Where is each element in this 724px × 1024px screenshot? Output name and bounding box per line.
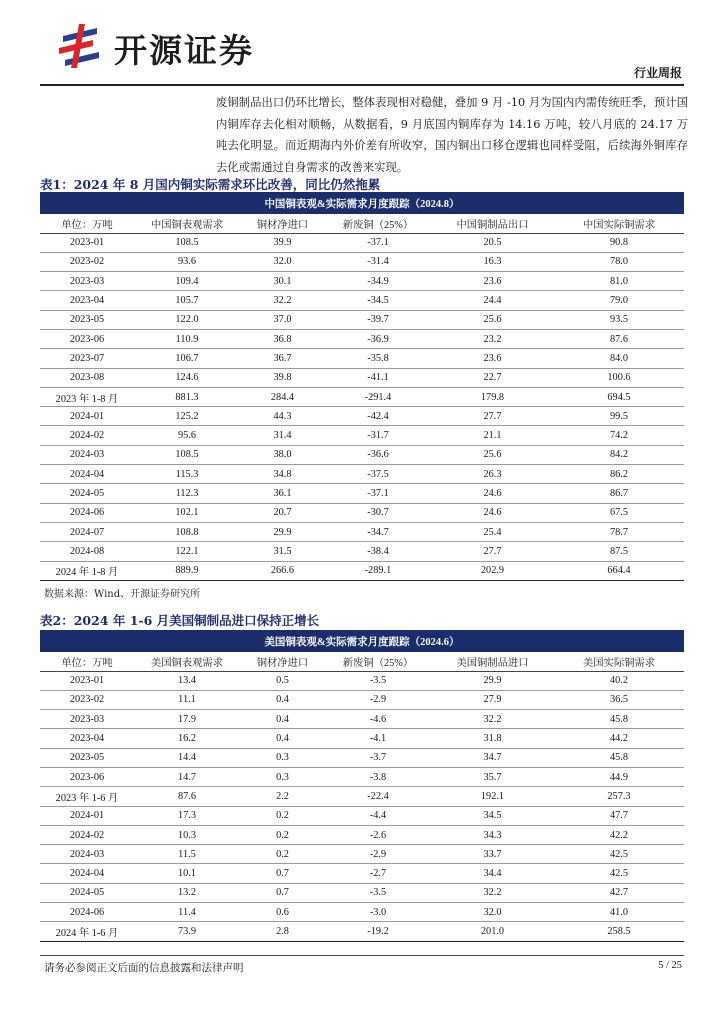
column-header: 单位：万吨 xyxy=(40,652,134,671)
table-row xyxy=(40,291,684,310)
table-cell: 2024-05 xyxy=(40,883,134,902)
table-cell: 2023-03 xyxy=(40,272,134,291)
table-cell: 0.2 xyxy=(240,845,325,864)
column-header: 铜材净进口 xyxy=(240,652,325,671)
table-cell: 0.2 xyxy=(240,806,325,825)
table-cell: 2.8 xyxy=(240,922,325,941)
table-cell: 31.8 xyxy=(431,729,554,748)
table-cell: 2024-02 xyxy=(40,825,134,844)
table-cell: 664.4 xyxy=(554,561,684,580)
table-cell: -39.7 xyxy=(325,310,431,329)
table-row xyxy=(40,445,684,464)
table-row xyxy=(40,465,684,484)
table-cell: 257.3 xyxy=(554,787,684,806)
column-header: 美国铜表观需求 xyxy=(134,652,240,671)
table-cell: 86.2 xyxy=(554,465,684,484)
table-row xyxy=(40,329,684,348)
table-row xyxy=(40,690,684,709)
table-cell: 42.7 xyxy=(554,883,684,902)
table-cell: 34.4 xyxy=(431,864,554,883)
table-cell: -3.0 xyxy=(325,903,431,922)
table-cell: 13.2 xyxy=(134,883,240,902)
table-cell: 32.0 xyxy=(240,252,325,271)
table-cell: -36.6 xyxy=(325,445,431,464)
table-cell: 35.7 xyxy=(431,767,554,786)
kaiyuan-logo-icon xyxy=(57,22,109,70)
table-cell: 39.8 xyxy=(240,368,325,387)
table-row xyxy=(40,542,684,561)
table-cell: 84.2 xyxy=(554,445,684,464)
table-cell: 29.9 xyxy=(240,522,325,541)
table-cell: -2.9 xyxy=(325,690,431,709)
table-cell: -2.7 xyxy=(325,864,431,883)
table-cell: 42.5 xyxy=(554,864,684,883)
table-cell: 14.4 xyxy=(134,748,240,767)
table-cell: 24.6 xyxy=(431,484,554,503)
table-cell: 2023 年 1-8 月 xyxy=(40,387,134,406)
table-cell: 2023-08 xyxy=(40,368,134,387)
table-row xyxy=(40,426,684,445)
table-cell: 0.7 xyxy=(240,883,325,902)
table-cell: -291.4 xyxy=(325,387,431,406)
table-cell: 14.7 xyxy=(134,767,240,786)
table-cell: 45.8 xyxy=(554,710,684,729)
table-cell: 2.2 xyxy=(240,787,325,806)
data-source-note: 数据来源：Wind、开源证券研究所 xyxy=(44,589,201,600)
table-cell: -31.4 xyxy=(325,252,431,271)
table-cell: 0.3 xyxy=(240,767,325,786)
table-cell: 93.5 xyxy=(554,310,684,329)
table-cell: -3.5 xyxy=(325,883,431,902)
table-cell: 87.5 xyxy=(554,542,684,561)
table1-column-headers xyxy=(40,214,684,233)
table-row xyxy=(40,710,684,729)
table-cell: 108.8 xyxy=(134,522,240,541)
table-cell: 106.7 xyxy=(134,349,240,368)
table-cell: 2023-04 xyxy=(40,291,134,310)
table-cell: 2023-02 xyxy=(40,252,134,271)
column-header: 中国实际铜需求 xyxy=(554,214,684,233)
table-cell: -36.9 xyxy=(325,329,431,348)
table-cell: 2023-01 xyxy=(40,671,134,690)
table-cell: 86.7 xyxy=(554,484,684,503)
table-cell: 258.5 xyxy=(554,922,684,941)
table1-title: 表1：2024 年 8 月国内铜实际需求环比改善，同比仍然拖累 xyxy=(40,177,381,192)
brand-name: 开源证券 xyxy=(114,31,254,70)
table-cell: 108.5 xyxy=(134,233,240,252)
table-cell: 87.6 xyxy=(554,329,684,348)
table-cell: 100.6 xyxy=(554,368,684,387)
table-row xyxy=(40,825,684,844)
table-cell: 122.1 xyxy=(134,542,240,561)
table-cell: -30.7 xyxy=(325,503,431,522)
table-cell: 36.8 xyxy=(240,329,325,348)
table-cell: 0.4 xyxy=(240,710,325,729)
table-cell: 95.6 xyxy=(134,426,240,445)
table-cell: 44.3 xyxy=(240,407,325,426)
column-header: 中国铜制品出口 xyxy=(431,214,554,233)
table-cell: 2023-07 xyxy=(40,349,134,368)
table-cell: 16.2 xyxy=(134,729,240,748)
column-header: 单位：万吨 xyxy=(40,214,134,233)
table-row xyxy=(40,864,684,883)
table-cell: -3.7 xyxy=(325,748,431,767)
table-cell: 79.0 xyxy=(554,291,684,310)
page-number: 5 / 25 xyxy=(658,960,682,971)
table-cell: 2024-03 xyxy=(40,445,134,464)
intro-paragraph: 废铜制品出口仍环比增长，整体表现相对稳健，叠加 9 月 -10 月为国内内需传统旺季，预计国内铜库存去化相对顺畅，从数据看，9 月底国内铜库存为 14.16 万吨，较八月底的 24.17 万吨去化明显。而近期海内外价差有所收窄，国内铜出口移仓逻辑也同样受阻，后续海外铜库存去化或需通过自身需求的改善来实现。 xyxy=(216,96,688,174)
table-cell: 31.5 xyxy=(240,542,325,561)
table-cell: 24.6 xyxy=(431,503,554,522)
table-cell: 2024-01 xyxy=(40,806,134,825)
footer-divider xyxy=(40,955,684,956)
table-cell: 27.7 xyxy=(431,407,554,426)
column-header: 新废铜（25%） xyxy=(325,214,431,233)
table-cell: 2024-03 xyxy=(40,845,134,864)
table-row xyxy=(40,310,684,329)
table2-band-header: 美国铜表观&实际需求月度跟踪（2024.6） xyxy=(40,630,684,652)
table-cell: 110.9 xyxy=(134,329,240,348)
table-cell: 2024-08 xyxy=(40,542,134,561)
table-cell: 47.7 xyxy=(554,806,684,825)
table-cell: 27.7 xyxy=(431,542,554,561)
table-cell: -37.5 xyxy=(325,465,431,484)
table-cell: 32.2 xyxy=(431,883,554,902)
table-cell: -38.4 xyxy=(325,542,431,561)
table-cell: 41.0 xyxy=(554,903,684,922)
table-row xyxy=(40,845,684,864)
table-cell: 87.6 xyxy=(134,787,240,806)
table-cell: 2024-01 xyxy=(40,407,134,426)
table-cell: 29.9 xyxy=(431,671,554,690)
table-cell: 23.6 xyxy=(431,272,554,291)
table-cell: 10.1 xyxy=(134,864,240,883)
table-cell: 20.5 xyxy=(431,233,554,252)
table-cell: 36.5 xyxy=(554,690,684,709)
table-cell: 2024-07 xyxy=(40,522,134,541)
table-cell: 122.0 xyxy=(134,310,240,329)
table-cell: 31.4 xyxy=(240,426,325,445)
column-header: 中国铜表观需求 xyxy=(134,214,240,233)
table-cell: 0.7 xyxy=(240,864,325,883)
table-cell: 125.2 xyxy=(134,407,240,426)
table-cell: 2023-05 xyxy=(40,310,134,329)
table-cell: 90.8 xyxy=(554,233,684,252)
table-row xyxy=(40,883,684,902)
table-cell: 26.3 xyxy=(431,465,554,484)
column-header: 美国铜制品进口 xyxy=(431,652,554,671)
table-cell: 20.7 xyxy=(240,503,325,522)
table-cell: 0.4 xyxy=(240,690,325,709)
table-cell: 112.3 xyxy=(134,484,240,503)
table-cell: 44.9 xyxy=(554,767,684,786)
us-copper-demand-table xyxy=(40,630,684,942)
table-cell: 2023-05 xyxy=(40,748,134,767)
table-cell: 44.2 xyxy=(554,729,684,748)
table-cell: -34.7 xyxy=(325,522,431,541)
table-cell: -4.4 xyxy=(325,806,431,825)
table-cell: 17.9 xyxy=(134,710,240,729)
table-cell: 34.8 xyxy=(240,465,325,484)
table-cell: 124.6 xyxy=(134,368,240,387)
table-cell: 74.2 xyxy=(554,426,684,445)
table-cell: 81.0 xyxy=(554,272,684,291)
table-cell: 27.9 xyxy=(431,690,554,709)
table-cell: 93.6 xyxy=(134,252,240,271)
table-cell: -41.1 xyxy=(325,368,431,387)
table-cell: -34.9 xyxy=(325,272,431,291)
table-cell: 40.2 xyxy=(554,671,684,690)
table-cell: 99.5 xyxy=(554,407,684,426)
table-row xyxy=(40,922,684,941)
table-cell: 32.2 xyxy=(240,291,325,310)
table-cell: 2024-06 xyxy=(40,503,134,522)
table-cell: 23.2 xyxy=(431,329,554,348)
table-cell: 23.6 xyxy=(431,349,554,368)
table1-band-header: 中国铜表观&实际需求月度跟踪（2024.8） xyxy=(40,192,684,214)
table-cell: 36.1 xyxy=(240,484,325,503)
table-cell: 17.3 xyxy=(134,806,240,825)
table-cell: -19.2 xyxy=(325,922,431,941)
table-cell: 201.0 xyxy=(431,922,554,941)
table-cell: 2023-02 xyxy=(40,690,134,709)
table-cell: 13.4 xyxy=(134,671,240,690)
table-cell: 24.4 xyxy=(431,291,554,310)
table-cell: 32.2 xyxy=(431,710,554,729)
table-row xyxy=(40,503,684,522)
column-header: 美国实际铜需求 xyxy=(554,652,684,671)
table-cell: 25.6 xyxy=(431,310,554,329)
table-cell: 2024-05 xyxy=(40,484,134,503)
table-cell: 102.1 xyxy=(134,503,240,522)
table-cell: 78.7 xyxy=(554,522,684,541)
table2-title: 表2：2024 年 1-6 月美国铜制品进口保持正增长 xyxy=(40,613,320,628)
table-cell: 115.3 xyxy=(134,465,240,484)
table-row xyxy=(40,349,684,368)
table-row xyxy=(40,561,684,580)
table-cell: 25.6 xyxy=(431,445,554,464)
table-row xyxy=(40,748,684,767)
table-cell: -3.5 xyxy=(325,671,431,690)
table-row xyxy=(40,252,684,271)
table-cell: 21.1 xyxy=(431,426,554,445)
table-cell: 11.1 xyxy=(134,690,240,709)
table-cell: 108.5 xyxy=(134,445,240,464)
china-copper-demand-table xyxy=(40,192,684,581)
table-cell: -4.6 xyxy=(325,710,431,729)
table-row xyxy=(40,903,684,922)
table-cell: 2023-04 xyxy=(40,729,134,748)
table-cell: 2024-04 xyxy=(40,864,134,883)
table-cell: 192.1 xyxy=(431,787,554,806)
table-cell: 34.3 xyxy=(431,825,554,844)
header-divider xyxy=(40,84,684,86)
table-cell: 266.6 xyxy=(240,561,325,580)
table-cell: -2.6 xyxy=(325,825,431,844)
table-cell: 2024 年 1-8 月 xyxy=(40,561,134,580)
table-cell: 2023-01 xyxy=(40,233,134,252)
table-cell: -35.8 xyxy=(325,349,431,368)
column-header: 新废铜（25%） xyxy=(325,652,431,671)
table-row xyxy=(40,387,684,406)
table-cell: 2024-04 xyxy=(40,465,134,484)
table-cell: 25.4 xyxy=(431,522,554,541)
table-row xyxy=(40,671,684,690)
table-cell: -42.4 xyxy=(325,407,431,426)
table-cell: 38.0 xyxy=(240,445,325,464)
table-cell: 2023-03 xyxy=(40,710,134,729)
table-cell: 10.3 xyxy=(134,825,240,844)
table-row xyxy=(40,729,684,748)
table-row xyxy=(40,407,684,426)
table-cell: 67.5 xyxy=(554,503,684,522)
table-cell: -2.9 xyxy=(325,845,431,864)
page-header xyxy=(0,0,724,80)
table-cell: 11.4 xyxy=(134,903,240,922)
table-cell: 30.1 xyxy=(240,272,325,291)
table-cell: 45.8 xyxy=(554,748,684,767)
table-cell: 11.5 xyxy=(134,845,240,864)
table-cell: -37.1 xyxy=(325,233,431,252)
table-cell: 109.4 xyxy=(134,272,240,291)
table-cell: 105.7 xyxy=(134,291,240,310)
table-cell: -22.4 xyxy=(325,787,431,806)
table-row xyxy=(40,767,684,786)
table-cell: -4.1 xyxy=(325,729,431,748)
table-cell: 22.7 xyxy=(431,368,554,387)
table-cell: 34.7 xyxy=(431,748,554,767)
table-row xyxy=(40,522,684,541)
table-cell: 73.9 xyxy=(134,922,240,941)
table-cell: 889.9 xyxy=(134,561,240,580)
table-cell: 42.2 xyxy=(554,825,684,844)
table-cell: 78.0 xyxy=(554,252,684,271)
table-cell: 0.2 xyxy=(240,825,325,844)
table-cell: 0.5 xyxy=(240,671,325,690)
table-cell: -3.8 xyxy=(325,767,431,786)
table-cell: 33.7 xyxy=(431,845,554,864)
table-cell: -289.1 xyxy=(325,561,431,580)
table-cell: 16.3 xyxy=(431,252,554,271)
table-cell: -31.7 xyxy=(325,426,431,445)
table-cell: 42.5 xyxy=(554,845,684,864)
table-cell: 881.3 xyxy=(134,387,240,406)
table-cell: -34.5 xyxy=(325,291,431,310)
table-row xyxy=(40,484,684,503)
section-tag: 行业周报 xyxy=(633,66,682,80)
table-cell: 2023-06 xyxy=(40,767,134,786)
table-cell: 694.5 xyxy=(554,387,684,406)
table-cell: -37.1 xyxy=(325,484,431,503)
table-cell: 0.6 xyxy=(240,903,325,922)
table-cell: 2024-06 xyxy=(40,903,134,922)
table-cell: 0.3 xyxy=(240,748,325,767)
table-cell: 39.9 xyxy=(240,233,325,252)
table-row xyxy=(40,368,684,387)
table-row xyxy=(40,787,684,806)
table-cell: 179.8 xyxy=(431,387,554,406)
table-cell: 2023 年 1-6 月 xyxy=(40,787,134,806)
table-cell: 2024 年 1-6 月 xyxy=(40,922,134,941)
column-header: 铜材净进口 xyxy=(240,214,325,233)
table-cell: 2024-02 xyxy=(40,426,134,445)
table-cell: 0.4 xyxy=(240,729,325,748)
table-cell: 202.9 xyxy=(431,561,554,580)
table-cell: 284.4 xyxy=(240,387,325,406)
table-row xyxy=(40,233,684,252)
table-cell: 34.5 xyxy=(431,806,554,825)
table-cell: 32.0 xyxy=(431,903,554,922)
table-cell: 36.7 xyxy=(240,349,325,368)
table-row xyxy=(40,806,684,825)
table-cell: 84.0 xyxy=(554,349,684,368)
table-row xyxy=(40,272,684,291)
table-cell: 2023-06 xyxy=(40,329,134,348)
table-cell: 37.0 xyxy=(240,310,325,329)
table2-column-headers xyxy=(40,652,684,671)
disclaimer-text: 请务必参阅正文后面的信息披露和法律声明 xyxy=(44,962,244,974)
